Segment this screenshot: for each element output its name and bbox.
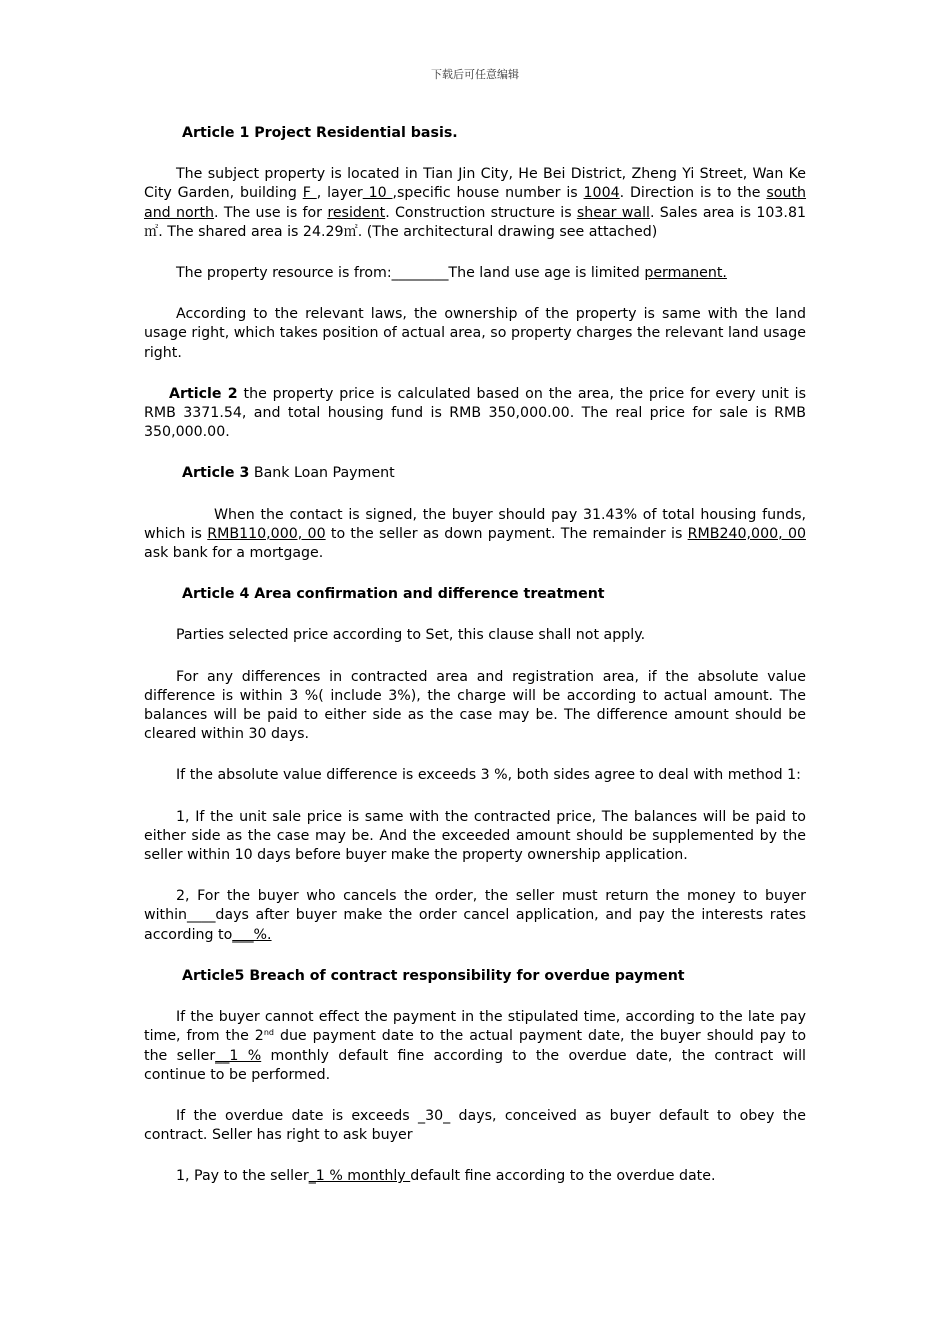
article-4-paragraph-5 [144, 887, 806, 945]
text: the property price is calculated based on the area, the price for every unit is RMB 3371.54, and total housing fund is RMB 350,000.00. The real price for sale is RMB 350,000.00. [144, 385, 806, 441]
blank-field: ________ [391, 265, 449, 282]
article-5-paragraph-1 [144, 1008, 806, 1085]
text: monthly default fine according to the overdue date, the contract will continue to be performed. [144, 1047, 806, 1083]
article-3-paragraph [144, 506, 806, 564]
text: ,specific house number is [392, 185, 584, 202]
default-fine-rate-value: __1 % [215, 1047, 262, 1064]
article-4-paragraph-2: For any differences in contracted area and registration area, if the absolute value difference is within 3 %( include 3%), the charge will be according to actual amount. The balances will be paid to either side as the case may be. The difference amount should be cleared within 30 days. [144, 668, 806, 743]
text: 1, Pay to the seller [176, 1168, 309, 1185]
article-5-paragraph-3 [144, 1167, 806, 1186]
land-use-limit-value: permanent. [644, 265, 727, 282]
text: , layer [316, 185, 363, 202]
text: due payment date to the actual payment date, the buyer should pay to the seller [144, 1028, 806, 1064]
article-1-ownership-paragraph: According to the relevant laws, the ownership of the property is same with the land usage right, which takes position of actual area, so property charges the relevant land usage right. [144, 306, 806, 361]
article-4-title: Article 4 Area confirmation and difference treatment [182, 586, 605, 603]
house-number-value: 1004 [583, 185, 620, 202]
text: 2, For the buyer who cancels the order, the seller must return the money to buyer within [144, 888, 806, 924]
text: . Construction structure is [385, 204, 577, 221]
text: days after buyer make the order cancel application, and pay the interests rates according to [144, 907, 806, 943]
layer-value: 10 [362, 185, 393, 202]
text: If the buyer cannot effect the payment in the stipulated time, according to the late pay time, from the 2 [144, 1009, 806, 1045]
text: ask bank for a mortgage. [144, 545, 324, 562]
structure-value: shear wall [576, 204, 650, 221]
article-1-title: Article 1 Project Residential basis. [182, 125, 458, 141]
text: The property resource is from: [176, 265, 392, 282]
article-4-paragraph-3: If the absolute value difference is exceeds 3 %, both sides agree to deal with method 1: [176, 767, 801, 784]
page-header: 下载后可任意编辑 [431, 68, 519, 81]
article-1-property-paragraph [144, 165, 806, 242]
superscript: nd [263, 1028, 274, 1038]
text: to the seller as down payment. The remainder is [325, 525, 688, 542]
down-payment-value: RMB110,000, 00 [207, 525, 326, 542]
text: . Sales area is 103.81㎡. The shared area is 24.29㎡. (The architectural drawing see attached) [144, 204, 806, 240]
article-5-title: Article5 Breach of contract responsibility for overdue payment [182, 967, 685, 984]
article-3-title [144, 464, 806, 483]
text: The land use age is limited [448, 265, 645, 282]
text: Bank Loan Payment [249, 465, 395, 482]
text: . Direction is to the [619, 185, 767, 202]
text: The subject property is located in Tian Jin City, He Bei District, Zheng Yi Street, Wan Ke City Garden, building [144, 166, 806, 202]
article-2-paragraph [144, 385, 806, 443]
article-2-label: Article 2 [169, 385, 238, 402]
text: . The use is for [214, 204, 328, 221]
remainder-value: RMB240,000, 00 [687, 525, 806, 542]
monthly-fine-value: _1 % monthly [308, 1168, 411, 1185]
use-value: resident [327, 204, 386, 221]
article-4-paragraph-4: 1, If the unit sale price is same with the contracted price, The balances will be paid to either side as the case may be. And the exceeded amount should be supplemented by the seller within 10 days before buyer make the property ownership application. [144, 808, 806, 864]
article-5-paragraph-2: If the overdue date is exceeds _30_ days, conceived as buyer default to obey the contract. Seller has right to ask buyer [144, 1107, 806, 1144]
article-3-label: Article 3 [182, 465, 250, 482]
text: When the contact is signed, the buyer should pay 31.43% of total housing funds, which is [144, 506, 806, 542]
direction-value: south and north [144, 185, 807, 221]
document-body [144, 124, 806, 1187]
text: default fine according to the overdue date. [410, 1168, 716, 1185]
article-1-resource-paragraph [144, 264, 806, 283]
blank-field: ____ [187, 907, 216, 924]
building-value: F [302, 185, 317, 202]
article-4-paragraph-1: Parties selected price according to Set, this clause shall not apply. [176, 627, 646, 644]
interest-rate-value: ___%. [232, 926, 272, 943]
